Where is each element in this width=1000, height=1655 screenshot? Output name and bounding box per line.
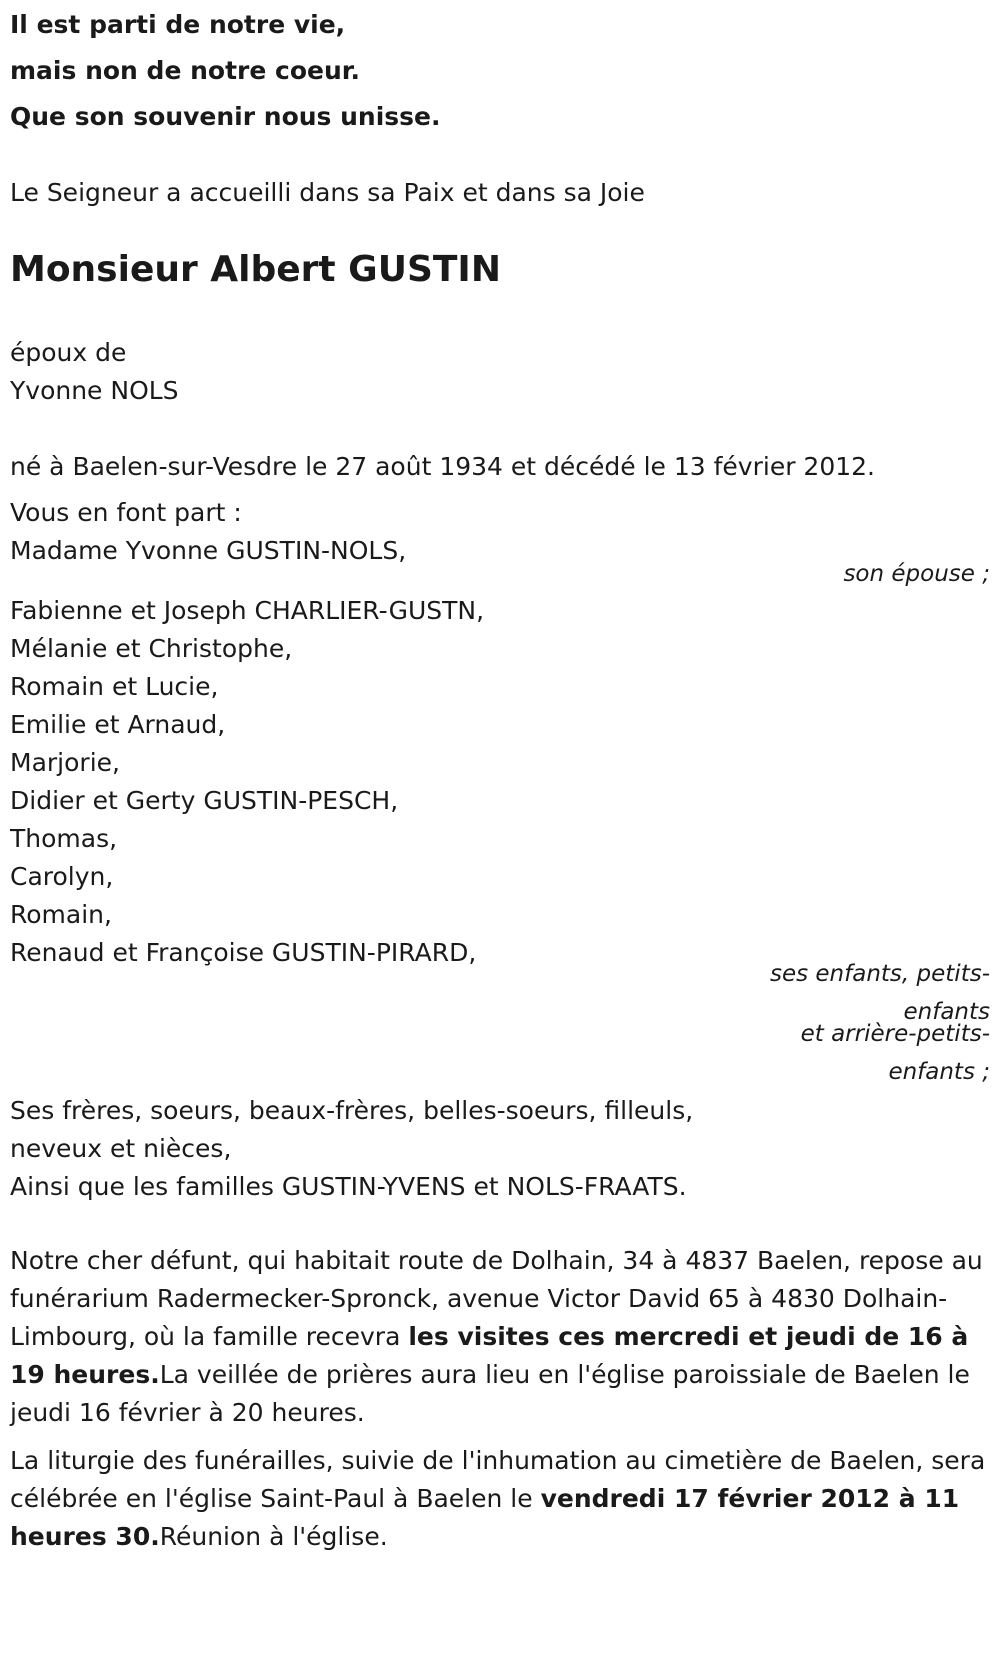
intro-text: Le Seigneur a accueilli dans sa Paix et dans sa Joie <box>10 178 645 207</box>
children-role-line-1: ses enfants, petits- <box>769 961 990 987</box>
funeral-text-1: La liturgie des funérailles, suivie de l'inhumation au cimetière de Baelen, sera célébrée en l'église Saint-Paul à Baelen le <box>10 1446 986 1513</box>
family-child-8: Romain, <box>10 900 112 929</box>
family-wife: Madame Yvonne GUSTIN-NOLS, <box>10 536 407 565</box>
quote-line-1: Il est parti de notre vie, <box>10 10 346 39</box>
visits-bold: les visites ces mercredi et jeudi de 16 à 19 heures. <box>10 1322 969 1389</box>
funeral-paragraph <box>10 1442 990 1556</box>
announce-text: Vous en font part : <box>10 498 242 527</box>
quote-line-2: mais non de notre coeur. <box>10 56 361 85</box>
birth-death-text: né à Baelen-sur-Vesdre le 27 août 1934 et décédé le 13 février 2012. <box>10 452 876 481</box>
children-role-line-4: enfants ; <box>888 1059 990 1085</box>
family-child-4: Marjorie, <box>10 748 120 777</box>
funeral-text-2: Réunion à l'église. <box>159 1522 388 1551</box>
family-others-2: Ainsi que les familles GUSTIN-YVENS et NOLS-FRAATS. <box>10 1172 687 1201</box>
children-role-line-2: enfants <box>903 999 990 1025</box>
visits-text-2: La veillée de prières aura lieu en l'église paroissiale de Baelen le jeudi 16 février à 20 heures. <box>10 1360 970 1427</box>
family-child-9: Renaud et Françoise GUSTIN-PIRARD, <box>10 938 477 967</box>
children-role-line-3: et arrière-petits- <box>800 1021 990 1047</box>
family-child-0: Fabienne et Joseph CHARLIER-GUSTN, <box>10 596 485 625</box>
spouse-label: époux de <box>10 338 127 367</box>
family-others-1: neveux et nièces, <box>10 1134 232 1163</box>
visits-paragraph <box>10 1242 990 1432</box>
family-child-5: Didier et Gerty GUSTIN-PESCH, <box>10 786 399 815</box>
visits-text-1: Notre cher défunt, qui habitait route de Dolhain, 34 à 4837 Baelen, repose au funérarium Radermecker-Spronck, avenue Victor David 65 à 4830 Dolhain-Limbourg, où la famille recevra <box>10 1246 983 1351</box>
deceased-name-title: Monsieur Albert GUSTIN <box>10 249 501 290</box>
family-child-3: Emilie et Arnaud, <box>10 710 226 739</box>
spouse-name: Yvonne NOLS <box>10 376 179 405</box>
wife-role: son épouse ; <box>843 561 990 587</box>
funeral-bold: vendredi 17 février 2012 à 11 heures 30. <box>10 1484 960 1551</box>
family-child-2: Romain et Lucie, <box>10 672 219 701</box>
family-child-6: Thomas, <box>10 824 118 853</box>
quote-line-3: Que son souvenir nous unisse. <box>10 102 441 131</box>
family-child-7: Carolyn, <box>10 862 114 891</box>
family-child-1: Mélanie et Christophe, <box>10 634 293 663</box>
family-others-0: Ses frères, soeurs, beaux-frères, belles-soeurs, filleuls, <box>10 1096 694 1125</box>
